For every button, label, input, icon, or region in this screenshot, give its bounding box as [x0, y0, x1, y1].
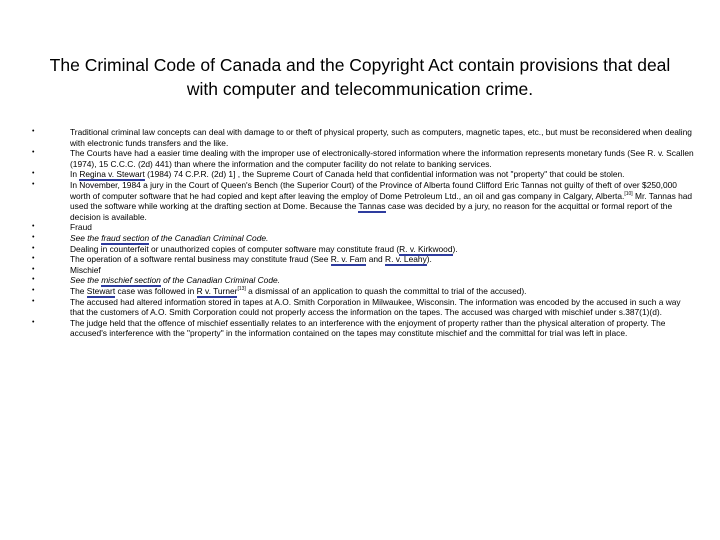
case-link-leahy[interactable]: R. v. Leahy [385, 254, 427, 265]
bullet-text: In November, 1984 a jury in the Court of Queen's Bench (the Superior Court) of the Province of Alberta found Clifford Eric Tannas not guilty of theft of over $250,000 worth of computer software that he had copied and kept after leaving the employ of Dome Petroleum Ltd., an oil and gas company in Calgary, Alberta. [70, 179, 677, 201]
bullet-text: (1974), 15 C.C.C. (2d) 441) than where the information and the computer facility do not relate to banking services. [70, 158, 492, 169]
slide-title: The Criminal Code of Canada and the Copyright Act contain provisions that deal with computer and telecommunication crime. [49, 54, 671, 99]
bullet-text: The Courts have had a easier time dealing with the improper use of electronically-stored information where the information represents monetary funds (See [70, 148, 648, 159]
bullet-text: The judge held that the offence of mischief essentially relates to an interference with the enjoyment of property rather than the physical alteration of property. The accused's interference with the "property" in the information contained on the tapes may constitute mischief and the committal for trial was left in place. [70, 317, 666, 339]
bullet-item [30, 318, 695, 339]
bullet-item [30, 169, 695, 180]
case-link-scallen[interactable]: R. v. Scallen [647, 148, 694, 159]
bullet-text: (1984) 74 C.P.R. (2d) 1] , the Supreme Court of Canada held that confidential information was not "property" that could be stolen. [144, 169, 625, 180]
bullet-text: and [366, 254, 386, 265]
footnote-ref[interactable]: [13] [237, 286, 246, 293]
bullet-list [30, 127, 695, 339]
bullet-text: case was decided by a jury, no reason for the acquittal or formal report of the decision is available. [70, 201, 673, 222]
fraud-section-link[interactable]: fraud section [101, 232, 150, 243]
bullet-text: Mischief [70, 264, 101, 275]
case-link-regina-v-stewart[interactable]: Regina v. Stewart [79, 169, 145, 180]
bullet-item [30, 148, 695, 169]
bullet-text: The [70, 285, 87, 296]
bullet-text: Mr. Tannas had used the software while working at the drafting section at Dome. Because the [70, 190, 693, 212]
bullet-item [30, 244, 695, 255]
case-link-tannas[interactable]: Tannas [358, 201, 386, 212]
bullet-text: Fraud [70, 222, 92, 233]
case-link-kirkwood[interactable]: R. v. Kirkwood [399, 243, 453, 254]
bullet-text: In [70, 169, 80, 180]
bullet-text: See the [70, 275, 102, 286]
bullet-item [30, 275, 695, 286]
bullet-item [30, 180, 695, 222]
bullet-text: ). [452, 243, 458, 254]
bullet-item [30, 254, 695, 265]
bullet-item [30, 297, 695, 318]
bullet-item [30, 233, 695, 244]
bullet-item [30, 127, 695, 148]
bullet-text: ). [426, 254, 432, 265]
bullet-text: The operation of a software rental business may constitute fraud (See [70, 254, 331, 265]
bullet-item [30, 265, 695, 276]
bullet-text: Traditional criminal law concepts can deal with damage to or theft of physical property, such as computers, magnetic tapes, etc., but must be reconsidered when dealing with electronic funds transfers and the like. [70, 127, 692, 148]
case-link-turner[interactable]: R v. Turner [196, 285, 238, 296]
bullet-text: of the Canadian Criminal Code. [149, 232, 269, 243]
bullet-item [30, 286, 695, 297]
mischief-section-link[interactable]: mischief section [101, 275, 161, 286]
bullet-text: of the Canadian Criminal Code. [160, 275, 280, 286]
footnote-ref[interactable]: [10] [624, 190, 633, 197]
bullet-text: Dealing in counterfeit or unauthorized copies of computer software may constitute fraud ( [70, 243, 400, 254]
case-link-stewart[interactable]: Stewart [86, 285, 116, 296]
bullet-text: a dismissal of an application to quash the committal to trial of the accused). [245, 285, 527, 296]
bullet-item [30, 222, 695, 233]
bullet-text: The accused had altered information stored in tapes at A.O. Smith Corporation in Milwaukee, Wisconsin. The information was encoded by the accused in such a way that the customers of A.O. Smith Corporation could not properly access the information on the tapes. The accused was charged with mischief under s.387(1)(d). [70, 296, 681, 318]
bullet-text: case was followed in [115, 285, 197, 296]
case-link-fam[interactable]: R. v. Fam [330, 254, 367, 265]
bullet-text: See the [70, 232, 102, 243]
